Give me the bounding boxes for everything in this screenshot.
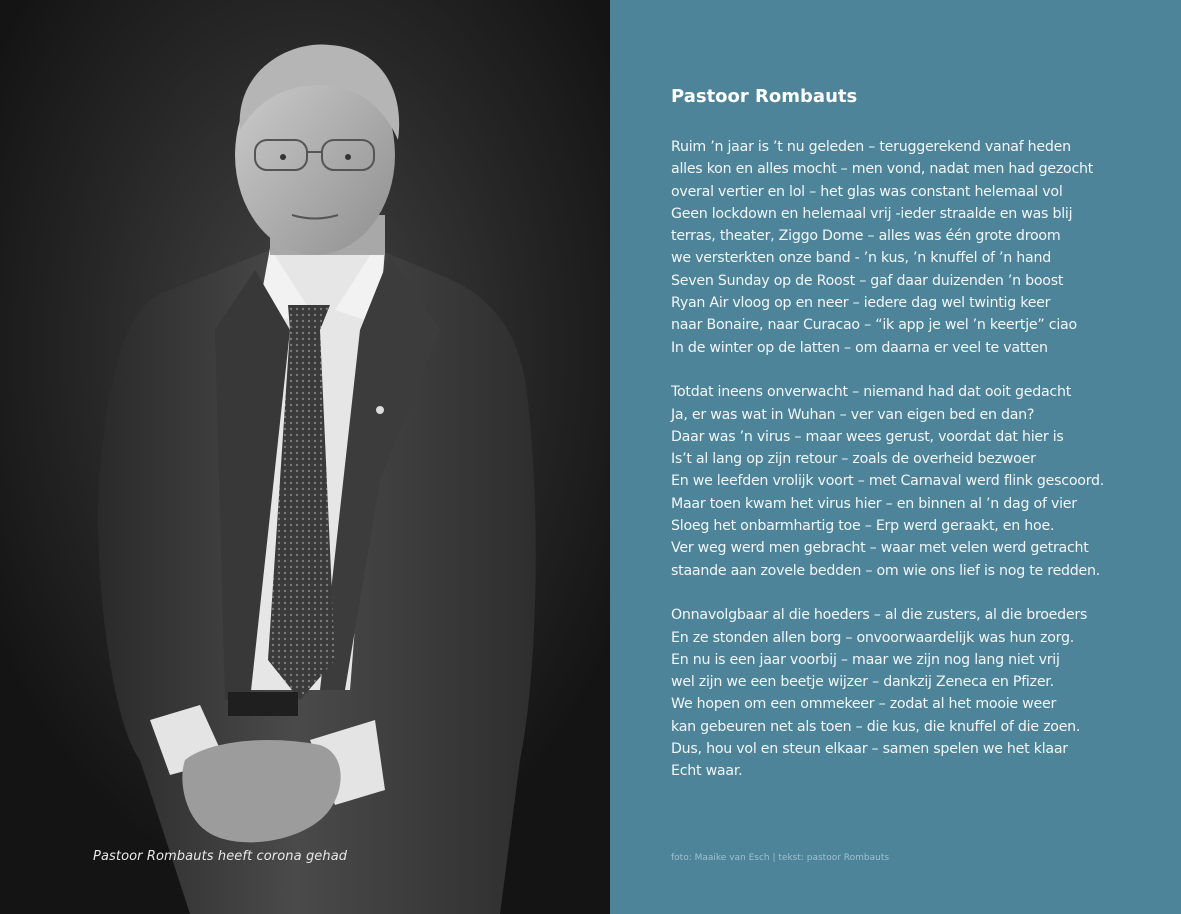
verse-line: We hopen om een ommekeer – zodat al het mooie weer: [671, 696, 1057, 713]
verse-line: wel zijn we een beetje wijzer – dankzij Zeneca en Pfizer.: [671, 674, 1054, 691]
photo-text-credits: foto: Maaike van Esch | tekst: pastoor Rombauts: [671, 853, 890, 863]
poem-title: Pastoor Rombauts: [671, 86, 858, 107]
verse-line: En ze stonden allen borg – onvoorwaardelijk was hun zorg.: [671, 629, 1074, 646]
verse-line: Totdat ineens onverwacht – niemand had dat ooit gedacht: [671, 384, 1072, 401]
verse-line: Echt waar.: [671, 763, 743, 780]
poem-body: [671, 136, 1171, 805]
verse-line: Sloeg het onbarmhartig toe – Erp werd geraakt, en hoe.: [671, 518, 1055, 535]
verse-line: overal vertier en lol – het glas was constant helemaal vol: [671, 183, 1063, 200]
verse-line: kan gebeuren net als toen – die kus, die knuffel of die zoen.: [671, 718, 1081, 735]
verse-line: Ryan Air vloog op en neer – iedere dag wel twintig keer: [671, 295, 1051, 312]
photo-caption: Pastoor Rombauts heeft corona gehad: [93, 849, 348, 864]
verse-line: Geen lockdown en helemaal vrij -ieder straalde en was blij: [671, 205, 1073, 222]
verse-line: En we leefden vrolijk voort – met Carnaval werd flink gescoord.: [671, 473, 1105, 490]
verse-line: Onnavolgbaar al die hoeders – al die zusters, al die broeders: [671, 607, 1088, 624]
verse-line: Daar was ’n virus – maar wees gerust, voordat dat hier is: [671, 428, 1064, 445]
poem-stanza-2: [671, 381, 1171, 582]
verse-line: staande aan zovele bedden – om wie ons lief is nog te redden.: [671, 562, 1101, 579]
verse-line: Ver weg werd men gebracht – waar met velen werd getracht: [671, 540, 1089, 557]
verse-line: Maar toen kwam het virus hier – en binnen al ’n dag of vier: [671, 495, 1077, 512]
verse-line: alles kon en alles mocht – men vond, nadat men had gezocht: [671, 161, 1094, 178]
verse-line: naar Bonaire, naar Curacao – “ik app je wel ’n keertje” ciao: [671, 317, 1077, 334]
verse-line: Dus, hou vol en steun elkaar – samen spelen we het klaar: [671, 741, 1068, 758]
verse-line: En nu is een jaar voorbij – maar we zijn nog lang niet vrij: [671, 651, 1060, 668]
verse-line: Ja, er was wat in Wuhan – ver van eigen bed en dan?: [671, 406, 1035, 423]
verse-line: terras, theater, Ziggo Dome – alles was één grote droom: [671, 228, 1061, 245]
verse-line: Ruim ’n jaar is ’t nu geleden – teruggerekend vanaf heden: [671, 139, 1071, 155]
poem-stanza-3: [671, 604, 1171, 782]
verse-line: Is’t al lang op zijn retour – zoals de overheid bezwoer: [671, 451, 1036, 468]
poem-panel: [610, 0, 1181, 914]
verse-line: In de winter op de latten – om daarna er veel te vatten: [671, 339, 1048, 356]
verse-line: Seven Sunday op de Roost – gaf daar duizenden ’n boost: [671, 272, 1064, 289]
poem-stanza-1: [671, 136, 1171, 359]
verse-line: we versterkten onze band - ’n kus, ’n knuffel of ’n hand: [671, 250, 1051, 267]
